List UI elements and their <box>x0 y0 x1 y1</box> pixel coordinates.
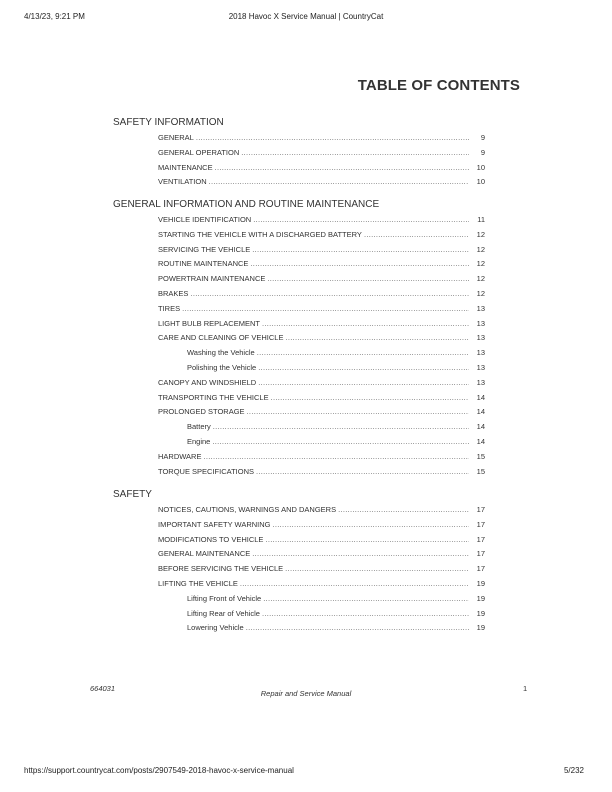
toc-entry-label: STARTING THE VEHICLE WITH A DISCHARGED BATTERY <box>158 229 362 239</box>
toc-entry-page: 17 <box>476 564 485 574</box>
toc-entry-page: 13 <box>476 377 485 387</box>
toc-entry-label: POWERTRAIN MAINTENANCE <box>158 274 266 284</box>
toc-entry[interactable] <box>187 363 485 374</box>
document-name: Repair and Service Manual <box>260 689 352 698</box>
toc-entry-page: 13 <box>476 318 485 328</box>
page-number: 1 <box>523 684 528 693</box>
toc-dot-leader <box>285 564 469 573</box>
toc-entry-page: 9 <box>480 133 485 142</box>
print-url: https://support.countrycat.com/posts/2907549-2018-havoc-x-service-manual <box>24 766 294 775</box>
toc-dot-leader <box>253 215 469 224</box>
toc-entry-label: NOTICES, CAUTIONS, WARNINGS AND DANGERS <box>158 505 337 514</box>
toc-entry[interactable] <box>187 437 485 448</box>
toc-entry-label: BEFORE SERVICING THE VEHICLE <box>158 564 284 574</box>
print-footer <box>0 766 612 778</box>
document-code: 664031 <box>90 684 116 693</box>
toc-entry[interactable] <box>158 378 485 389</box>
toc-dot-leader <box>213 422 469 431</box>
toc-entry-page: 14 <box>476 392 485 402</box>
toc-entry-label: TORQUE SPECIFICATIONS <box>158 466 254 476</box>
print-datetime: 4/13/23, 9:21 PM <box>24 12 85 21</box>
toc-entry[interactable] <box>158 133 485 144</box>
toc-dot-leader <box>258 363 469 372</box>
toc-dot-leader <box>241 148 469 157</box>
toc-entry-label: TRANSPORTING THE VEHICLE <box>158 392 269 402</box>
toc-entry-label: MODIFICATIONS TO VEHICLE <box>158 534 264 544</box>
toc-dot-leader <box>212 437 469 446</box>
toc-entry[interactable] <box>158 177 485 188</box>
toc-dot-leader <box>263 594 469 603</box>
toc-entry-label: GENERAL MAINTENANCE <box>158 549 251 559</box>
toc-entry[interactable] <box>158 564 485 575</box>
toc-dot-leader <box>240 579 469 588</box>
toc-entry[interactable] <box>158 579 485 590</box>
toc-entry[interactable] <box>158 148 485 159</box>
toc-entry-page: 14 <box>476 437 485 446</box>
toc-entry-page: 19 <box>476 623 485 633</box>
toc-entry-label: GENERAL OPERATION <box>158 147 240 157</box>
toc-dot-leader <box>262 319 469 328</box>
toc-dot-leader <box>364 230 469 239</box>
toc-entry-page: 17 <box>476 534 485 544</box>
toc-entry-label: HARDWARE <box>158 451 202 461</box>
toc-entry-label: LIGHT BULB REPLACEMENT <box>158 318 260 328</box>
toc-entry-page: 13 <box>476 348 485 358</box>
toc-entry[interactable] <box>187 594 485 605</box>
toc-dot-leader <box>265 535 469 544</box>
toc-entry-page: 14 <box>476 422 485 432</box>
toc-entry[interactable] <box>158 289 485 300</box>
toc-section-heading: GENERAL INFORMATION AND ROUTINE MAINTENANCE <box>113 199 380 210</box>
toc-entry-page: 11 <box>477 215 485 224</box>
toc-entry[interactable] <box>158 467 485 478</box>
toc-entry-page: 19 <box>476 608 485 618</box>
toc-entry-label: GENERAL <box>158 133 194 142</box>
toc-dot-leader <box>257 348 469 357</box>
print-page-title: 2018 Havoc X Service Manual | CountryCat <box>228 12 384 21</box>
toc-entry[interactable] <box>158 407 485 418</box>
toc-dot-leader <box>250 259 469 268</box>
toc-entry-page: 17 <box>476 519 485 529</box>
toc-entry-label: BRAKES <box>158 289 189 298</box>
toc-entry-label: ROUTINE MAINTENANCE <box>158 259 249 269</box>
toc-entry-page: 12 <box>476 274 485 284</box>
toc-dot-leader <box>256 467 469 476</box>
toc-entry-label: TIRES <box>158 303 181 313</box>
toc-dot-leader <box>215 163 469 172</box>
toc-entry[interactable] <box>158 535 485 546</box>
toc-entry-label: PROLONGED STORAGE <box>158 407 245 417</box>
toc-dot-leader <box>252 549 469 558</box>
toc-entry-page: 17 <box>476 549 485 559</box>
toc-entry[interactable] <box>158 319 485 330</box>
toc-entry-page: 14 <box>476 407 485 417</box>
toc-entry-label: CANOPY AND WINDSHIELD <box>158 377 257 387</box>
toc-entry[interactable] <box>187 348 485 359</box>
toc-entry-label: Polishing the Vehicle <box>187 363 257 372</box>
toc-entry-label: SERVICING THE VEHICLE <box>158 244 251 254</box>
toc-entry[interactable] <box>187 422 485 433</box>
document-title: TABLE OF CONTENTS <box>357 77 520 94</box>
toc-entry-page: 19 <box>476 593 485 603</box>
toc-entry[interactable] <box>187 623 485 634</box>
toc-entry[interactable] <box>158 304 485 315</box>
toc-entry-page: 13 <box>476 303 485 313</box>
toc-dot-leader <box>252 245 469 254</box>
toc-dot-leader <box>267 274 469 283</box>
toc-entry-label: VENTILATION <box>158 177 207 187</box>
toc-dot-leader <box>273 520 469 529</box>
toc-dot-leader <box>190 289 469 298</box>
toc-entry[interactable] <box>158 549 485 560</box>
toc-entry-page: 15 <box>476 466 485 476</box>
toc-dot-leader <box>182 304 469 313</box>
toc-entry[interactable] <box>158 230 485 241</box>
toc-dot-leader <box>262 609 469 618</box>
toc-entry-page: 13 <box>476 333 485 343</box>
toc-entry-page: 19 <box>476 579 485 588</box>
toc-entry-page: 17 <box>476 505 485 514</box>
toc-dot-leader <box>247 407 469 416</box>
toc-entry-page: 12 <box>476 289 485 298</box>
toc-entry[interactable] <box>187 609 485 620</box>
toc-entry-label: Washing the Vehicle <box>187 348 255 358</box>
toc-dot-leader <box>338 505 469 514</box>
toc-entry-page: 12 <box>476 259 485 269</box>
page-footer <box>0 684 612 698</box>
toc-entry[interactable] <box>158 393 485 404</box>
toc-entry-label: Battery <box>187 422 211 432</box>
toc-entry-page: 10 <box>476 177 485 187</box>
toc-section-heading: SAFETY <box>113 489 152 500</box>
toc-dot-leader <box>271 393 469 402</box>
toc-entry[interactable] <box>158 215 485 226</box>
toc-entry[interactable] <box>158 452 485 463</box>
toc-entry[interactable] <box>158 505 485 516</box>
toc-dot-leader <box>285 333 469 342</box>
toc-entry[interactable] <box>158 259 485 270</box>
toc-entry[interactable] <box>158 245 485 256</box>
toc-entry[interactable] <box>158 274 485 285</box>
toc-section-heading: SAFETY INFORMATION <box>113 117 224 128</box>
toc-entry-label: IMPORTANT SAFETY WARNING <box>158 519 271 529</box>
toc-entry-label: Engine <box>187 437 211 446</box>
print-page-count: 5/232 <box>563 766 584 775</box>
toc-entry-label: MAINTENANCE <box>158 162 213 172</box>
toc-entry-page: 10 <box>476 162 485 172</box>
toc-entry-label: Lifting Front of Vehicle <box>187 593 262 603</box>
toc-entry-label: Lowering Vehicle <box>187 623 244 633</box>
toc-entry-label: VEHICLE IDENTIFICATION <box>158 215 252 224</box>
toc-dot-leader <box>246 623 469 632</box>
toc-dot-leader <box>258 378 469 387</box>
toc-entry[interactable] <box>158 520 485 531</box>
toc-entry-label: Lifting Rear of Vehicle <box>187 608 260 618</box>
toc-entry-label: CARE AND CLEANING OF VEHICLE <box>158 333 284 343</box>
toc-dot-leader <box>209 177 469 186</box>
toc-entry-page: 12 <box>476 244 485 254</box>
toc-entry[interactable] <box>158 333 485 344</box>
toc-entry[interactable] <box>158 163 485 174</box>
toc-dot-leader <box>203 452 469 461</box>
toc-entry-page: 13 <box>476 363 485 372</box>
toc-entry-page: 15 <box>476 451 485 461</box>
toc-entry-page: 12 <box>476 229 485 239</box>
toc-entry-page: 9 <box>480 147 485 157</box>
toc-dot-leader <box>196 133 469 142</box>
toc-entry-label: LIFTING THE VEHICLE <box>158 579 238 588</box>
